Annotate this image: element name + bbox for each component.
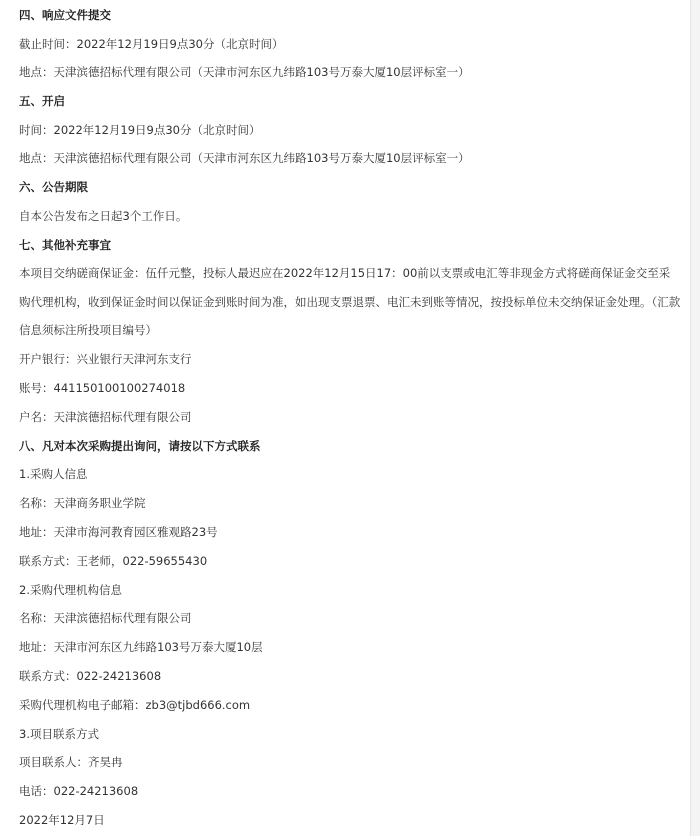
agency-name-text: 名称：天津滨德招标代理有限公司 xyxy=(19,611,192,625)
purchaser-name-text: 名称：天津商务职业学院 xyxy=(19,496,146,510)
vertical-scrollbar[interactable] xyxy=(690,0,700,836)
section-5-heading: 五、开启 xyxy=(19,94,65,108)
deadline-text: 截止时间：2022年12月19日9点30分（北京时间） xyxy=(19,37,284,51)
agency-info-title: 2.采购代理机构信息 xyxy=(19,583,122,597)
bank-text: 开户银行：兴业银行天津河东支行 xyxy=(19,352,192,366)
account-number-text: 账号：441150100100274018 xyxy=(19,381,186,395)
section-8-heading: 八、凡对本次采购提出询问，请按以下方式联系 xyxy=(19,439,261,453)
section-4-heading: 四、响应文件提交 xyxy=(19,8,111,22)
project-contact-title: 3.项目联系方式 xyxy=(19,727,99,741)
announcement-date: 2022年12月7日 xyxy=(19,813,105,827)
agency-contact-text: 联系方式：022-24213608 xyxy=(19,669,162,683)
opening-time-text: 时间：2022年12月19日9点30分（北京时间） xyxy=(19,123,261,137)
account-name-text: 户名：天津滨德招标代理有限公司 xyxy=(19,410,192,424)
deposit-paragraph: 本项目交纳磋商保证金：伍仟元整，投标人最迟应在2022年12月15日17：00前以支票或电汇等非现金方式将磋商保证金交至采购代理机构，收到保证金时间以保证金到账时间为准，如出现支票退票、电汇未到账等情况，按投标单位未交纳保证金处理。（汇款信息须标注所投项目编号） xyxy=(19,266,681,338)
agency-email-text: 采购代理机构电子邮箱：zb3@tjbd666.com xyxy=(19,698,251,712)
submission-location-text: 地点：天津滨德招标代理有限公司（天津市河东区九纬路103号万泰大厦10层评标室一） xyxy=(19,65,470,79)
notice-period-text: 自本公告发布之日起3个工作日。 xyxy=(19,209,188,223)
section-6-heading: 六、公告期限 xyxy=(19,180,88,194)
purchaser-address-text: 地址：天津市海河教育园区雅观路23号 xyxy=(19,525,218,539)
project-contact-person-text: 项目联系人：齐昊冉 xyxy=(19,755,123,769)
purchaser-contact-text: 联系方式：王老师，022-59655430 xyxy=(19,554,208,568)
agency-address-text: 地址：天津市河东区九纬路103号万泰大厦10层 xyxy=(19,640,263,654)
section-7-heading: 七、其他补充事宜 xyxy=(19,238,111,252)
opening-location-text: 地点：天津滨德招标代理有限公司（天津市河东区九纬路103号万泰大厦10层评标室一） xyxy=(19,151,470,165)
project-phone-text: 电话：022-24213608 xyxy=(19,784,139,798)
purchaser-info-title: 1.采购人信息 xyxy=(19,467,88,481)
